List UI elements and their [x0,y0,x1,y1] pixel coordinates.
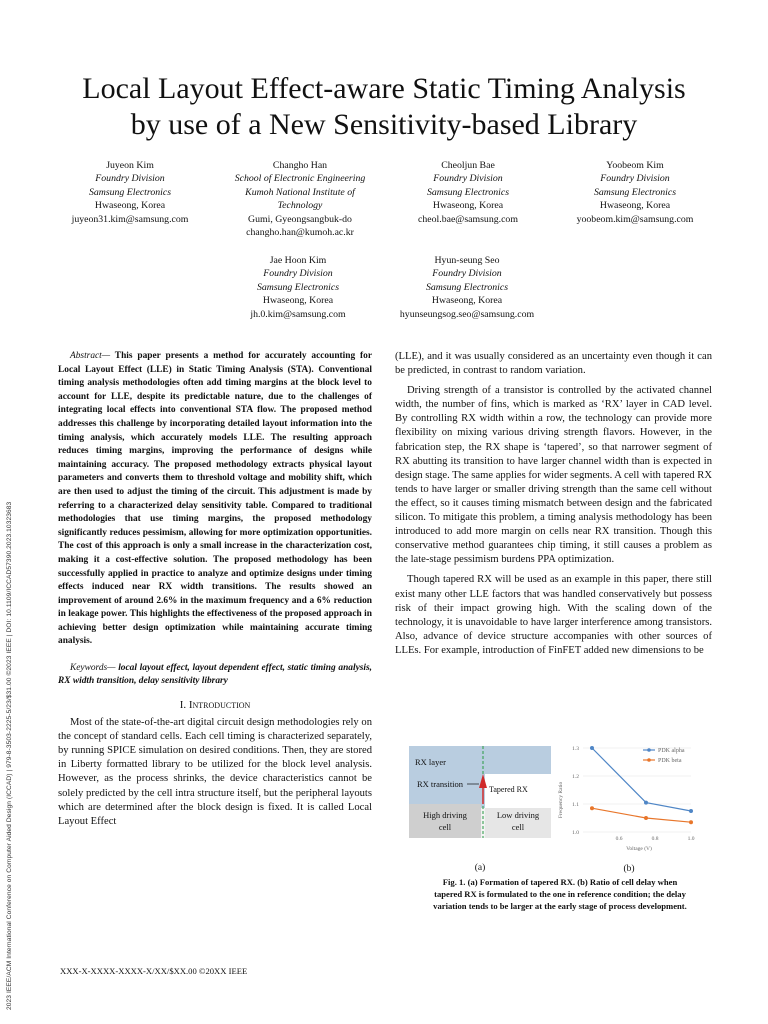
y-tick-label: 1.2 [572,774,579,780]
low-cell-label-2: cell [511,822,525,832]
author-name: Jae Hoon Kim [269,255,327,266]
author-dept: Foundry Division [433,173,503,185]
paper-title [40,71,728,143]
author-name: Cheoljun Bae [441,160,495,171]
author-name: Yoobeom Kim [606,160,664,171]
data-point [590,806,594,810]
figure-a-diagram [405,742,555,872]
author-dept: School of Electronic Engineering [234,173,366,185]
author-block [535,159,735,226]
author-name: Juyeon Kim [106,160,154,171]
y-tick-label: 1.0 [572,830,579,836]
keywords-lead: Keywords— [70,663,116,674]
author-email: hyunseungsog.seo@samsung.com [399,308,535,320]
author-email: yoobeom.kim@samsung.com [576,213,694,225]
caption-line-1: Fig. 1. (a) Formation of tapered RX. (b) Ratio of cell delay when [442,877,678,887]
figure-b-label: (b) [623,864,635,874]
right-paragraph-1: Driving strength of a transistor is controlled by the activated channel width, the number of fins, which is marked as ‘RX’ layer in CAD level. By controlling RX width within a row, the technology can provide more flexibility on mixing various driving strength flavors. However, in the fabrication step, the RX shape is ‘tapered’, so that narrower segment of RX abutting its transition to have larger channel width than is expected in design stage. The same applies for wider segments. A cell with tapered RX tends to have larger or smaller driving strength than the same cell without the effect, so it causes timing mismatch between design and the fabricated silicon. To mitigate this problem, a timing analysis methodology has been introduced to add more margin on cells near RX transition. Though this conservative method guarantees chip timing, it still causes a problem as the late-stage pessimism burdens PPA optimization. [395,385,712,566]
data-point [644,801,648,805]
footer-copyright: XXX-X-XXXX-XXXX-X/XX/$XX.00 ©20XX IEEE [60,966,248,976]
legend-label: PDK beta [658,758,682,764]
author-org: Samsung Electronics [425,281,509,293]
rx-layer-label: RX layer [415,757,446,767]
title-line-1: Local Layout Effect-aware Static Timing Analysis [82,72,686,105]
series-line [592,808,691,822]
author-location: Gumi, Gyeongsangbuk-do [248,213,352,225]
author-email: changho.han@kumoh.ac.kr [246,227,354,239]
section-heading [58,698,372,712]
author-dept: Foundry Division [263,268,333,280]
low-cell-label-1: Low driving [496,810,540,820]
right-paragraph-0: (LLE), and it was usually considered as an uncertainty even though it can be predicted, in contrast to random variation. [395,351,712,377]
rx-transition-label: RX transition [417,779,464,789]
author-email: jh.0.kim@samsung.com [250,308,346,320]
abstract [58,350,372,649]
figure-b-chart [555,740,715,874]
intro-paragraph: Most of the state-of-the-art digital circuit design methodologies rely on the concept of standard cells. Each cell timing is characterized separately, by running SPICE simulation on desired conditions. Then, they are stored in Liberty formatted library to be utilized for the block level analysis. However, as the process shrinks, the device characteristics cannot be solely predicted by the cell intra structure itself, but the peripheral layouts which are determined after the block design is fixed. It is called Local Layout Effect [58,717,372,827]
chart-legend [643,748,685,764]
y-tick-label: 1.1 [572,802,579,808]
section-number: I. [179,699,187,712]
right-paragraph-2: Though tapered RX will be used as an example in this paper, there still exist many other LLE factors that was handled conservatively but possess risk of their impact growing high. With the scaling down of the technology, it is unavoidable to have larger interference among transistors. Also, advance of device structure accompanies with other sources of LLEs. For example, introduction of FinFET added new dimensions to be [395,574,712,656]
author-location: Hwaseong, Korea [94,200,166,212]
x-tick-label: 0.8 [651,836,659,842]
author-location: Hwaseong, Korea [599,200,671,212]
left-column [58,350,372,829]
caption-line-2: tapered RX is formulated to the one in reference condition; the delay [434,889,686,899]
x-axis-label: Voltage (V) [626,846,652,852]
author-org: Samsung Electronics [256,281,340,293]
data-point [590,746,594,750]
legend-label: PDK alpha [658,748,685,754]
figure-a-label: (a) [474,863,486,872]
caption-line-3: variation tends to be larger at the early stage of process development. [433,901,687,911]
author-dept: Foundry Division [95,173,165,185]
author-name: Changho Han [272,160,328,171]
high-cell-label-1: High driving [423,810,467,820]
author-location: Hwaseong, Korea [431,295,503,307]
author-location: Hwaseong, Korea [432,200,504,212]
data-point [689,809,693,813]
section-title: Introduction [188,699,251,712]
author-org: Samsung Electronics [426,186,510,198]
data-point [644,816,648,820]
abstract-body: This paper presents a method for accurately accounting for Local Layout Effect (LLE) in Static Timing Analysis (STA). Conventional timing analysis methodologies often add timing margins at the block level to account for LLE, despite its predictable nature, due to the challenges of integrating local effects into conventional STA flow. The proposed method addresses this challenge by incorporating detailed layout information into the timing analysis, which accurately models LLE. The resulting approach reduces timing margins, improving the performance of designs while maintaining accuracy. The proposed methodology extracts physical layout parameters and converts them to threshold voltage and mobility shift, which are then used to adjust the timing of the circuit. This adjustment is made by referring to a characterized delay sensitivity table. Compared to traditional methodologies that use timing margins, the proposed methodology significantly reduces pessimism, allowing for more optimization opportunities. The cost of this approach is only a small increase in the characterization cost, making it a cost-effective solution. The proposed methodology has been successfully applied in practice to analyze and optimize designs under timing effects induced near RX width transitions. The results showed an improvement of around 2.6% in the maximum frequency and a 6% reduction in leakage power. This highlights the effectiveness of the proposed approach in achieving better design optimization while maintaining accurate timing analysis. [58,351,372,647]
y-axis-label: Frequency Ratio [558,781,564,819]
author-dept: Foundry Division [600,173,670,185]
side-citation: 2023 IEEE/ACM International Conference on Computer Aided Design (ICCAD) | 979-8-3503-2225-5/23/$31.00 ©2023 IEEE | DOI: 10.1109/ICCAD57390.2023.10323683 [6,501,13,1010]
legend-marker [647,748,651,752]
title-line-2: by use of a New Sensitivity-based Library [130,108,638,141]
author-name: Hyun-seung Seo [434,255,500,266]
legend-marker [647,758,651,762]
x-tick-label: 1.0 [687,836,695,842]
figure-caption [400,876,720,912]
data-point [689,820,693,824]
author-org: Samsung Electronics [88,186,172,198]
author-email: juyeon31.kim@samsung.com [71,213,189,225]
author-org: Samsung Electronics [593,186,677,198]
author-org: Kumoh National Institute of [245,186,355,198]
tapered-rx-label: Tapered RX [489,785,528,794]
abstract-lead: Abstract— [70,351,111,361]
right-column [395,350,712,658]
y-tick-label: 1.3 [572,746,579,752]
keywords [58,662,372,688]
high-cell-label-2: cell [438,822,452,832]
author-location: Hwaseong, Korea [262,295,334,307]
author-email: cheol.bae@samsung.com [418,213,518,225]
author-block [367,254,567,321]
x-tick-label: 0.6 [615,836,623,842]
author-dept: Foundry Division [432,268,502,280]
keywords-body: local layout effect, layout dependent effect, static timing analysis, RX width transition, delay sensitivity library [58,663,372,687]
author-org-2: Technology [277,200,323,212]
